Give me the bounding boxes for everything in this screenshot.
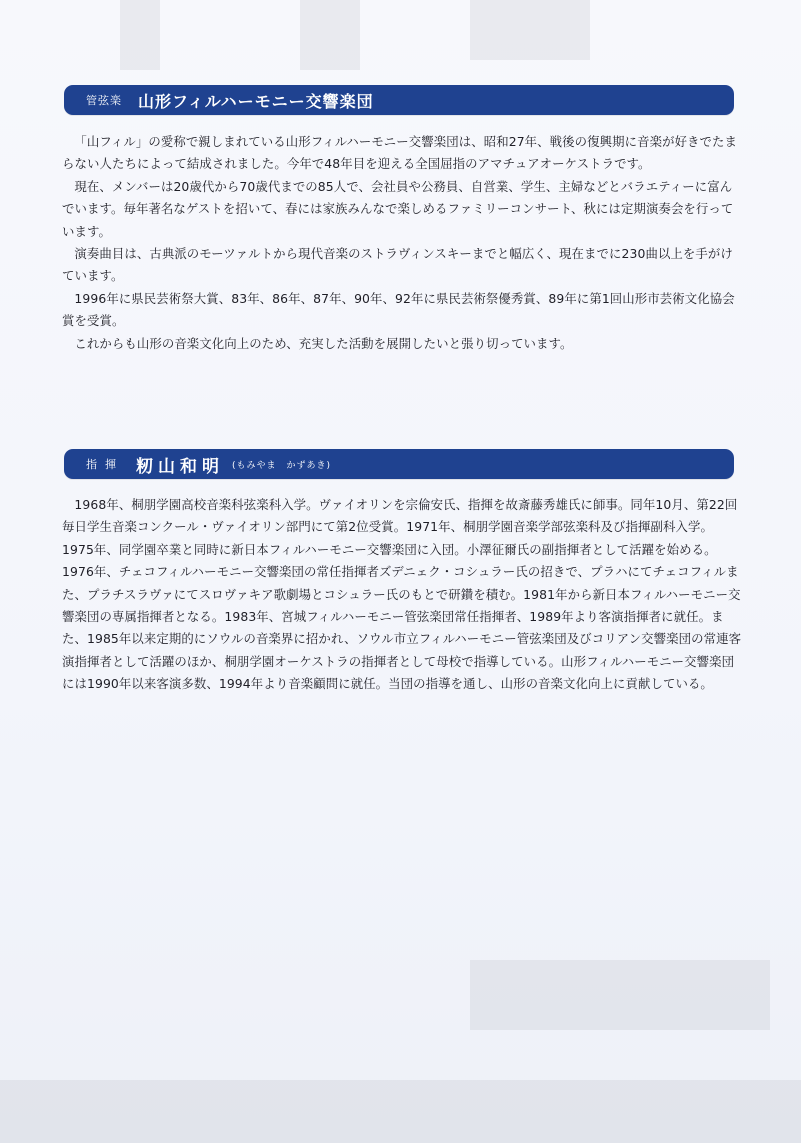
- orchestra-header-bar: [64, 85, 734, 115]
- orchestra-category-label: 管弦楽: [86, 94, 122, 107]
- conductor-name: 籾山和明: [136, 456, 224, 477]
- orchestra-paragraph: 1996年に県民芸術祭大賞、83年、86年、87年、90年、92年に県民芸術祭優秀賞、89年に第1回山形市芸術文化協会賞を受賞。: [62, 290, 735, 329]
- orchestra-paragraph: 「山フィル」の愛称で親しまれている山形フィルハーモニー交響楽団は、昭和27年、戦後の復興期に音楽が好きでたまらない人たちによって結成されました。今年で48年目を迎える全国屈指のアマチュアオーケストラです。: [62, 134, 738, 172]
- conductor-biography: [62, 494, 742, 696]
- conductor-header-bar: [64, 449, 734, 479]
- orchestra-title: 山形フィルハーモニー交響楽団: [138, 91, 374, 111]
- orchestra-paragraph: 演奏曲目は、古典派のモーツァルトから現代音楽のストラヴィンスキーまでと幅広く、現在までに230曲以上を手がけています。: [62, 246, 733, 284]
- conductor-paragraph: 1968年、桐朋学園高校音楽科弦楽科入学。ヴァイオリンを宗倫安氏、指揮を故斎藤秀雄氏に師事。同年10月、第22回毎日学生音楽コンクール・ヴァイオリン部門にて第2位受賞。1971年、桐朋学園音楽学部弦楽科及び指揮副科入学。1975年、同学園卒業と同時に新日本フィルハーモニー交響楽団に入団。小澤征爾氏の副指揮者として活躍を始める。1976年、チェコフィルハーモニー交響楽団の常任指揮者ズデニェク・コシュラー氏の招きで、プラハにてチェコフィルまた、プラチスラヴァにてスロヴァキア歌劇場とコシュラー氏のもとで研鑽を積む。1981年から新日本フィルハーモニー交響楽団の専属指揮者となる。1983年、宮城フィルハーモニー管弦楽団常任指揮者、1989年より客演指揮者に就任。また、1985年以来定期的にソウルの音楽界に招かれ、ソウル市立フィルハーモニー管弦楽団及びコリアン交響楽団の常連客演指揮者として活躍のほか、桐朋学園オーケストラの指揮者として母校で指導している。山形フィルハーモニー交響楽団には1990年以来客演多数、1994年より音楽顧問に就任。当団の指導を通し、山形の音楽文化向上に貢献している。: [62, 497, 742, 692]
- conductor-name-reading: (もみやま かずあき): [232, 460, 332, 471]
- orchestra-description: [62, 131, 742, 355]
- orchestra-paragraph: これからも山形の音楽文化向上のため、充実した活動を展開したいと張り切っています。: [74, 335, 573, 351]
- orchestra-paragraph: 現在、メンバーは20歳代から70歳代までの85人で、会社員や公務員、自営業、学生、主婦などとバラエティーに富んでいます。毎年著名なゲストを招いて、春には家族みんなで楽しめるファミリーコンサート、秋には定期演奏会を行っています。: [62, 178, 734, 239]
- conductor-category-label: 指揮: [86, 458, 124, 471]
